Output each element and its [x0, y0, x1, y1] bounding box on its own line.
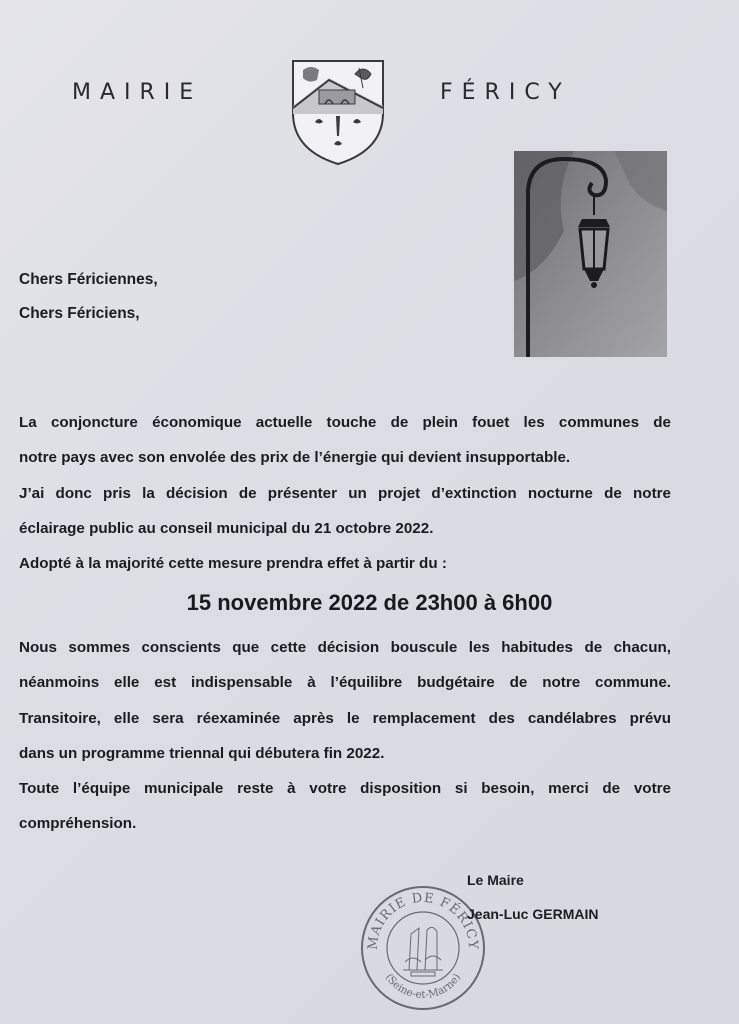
paragraph-2: [19, 476, 671, 546]
paragraph-6-line-1: Toute l’équipe municipale reste à votre disposition si besoin, merci de votre: [19, 780, 671, 797]
paragraph-4: [19, 630, 671, 700]
paragraph-6: [19, 771, 671, 841]
header-fericy: FÉRICY: [440, 80, 571, 105]
coat-of-arms-icon: [289, 58, 387, 166]
paragraph-4-line-1: Nous sommes conscients que cette décision bouscule les habitudes de chacun,: [19, 639, 671, 656]
signature-name: Jean-Luc GERMAIN: [467, 906, 599, 922]
paragraph-2-line-1: J’ai donc pris la décision de présenter un projet d’extinction nocturne de notre: [19, 485, 671, 502]
paragraph-1-line-2: notre pays avec son envolée des prix de l’énergie qui devient insupportable.: [19, 449, 571, 466]
paragraph-3-line: Adopté à la majorité cette mesure prendra effet à partir du :: [19, 555, 447, 572]
street-lamp-photo: [514, 151, 667, 357]
paragraph-3: [19, 546, 671, 581]
svg-text:MAIRIE DE FÉRICY: [366, 891, 481, 951]
greeting-line-1: Chers Fériciennes,: [19, 271, 158, 288]
greeting-line-2: Chers Fériciens,: [19, 305, 140, 322]
paragraph-5-line-2: dans un programme triennal qui débutera fin 2022.: [19, 745, 385, 762]
paragraph-1: [19, 405, 671, 475]
signature-title: Le Maire: [467, 872, 524, 888]
official-seal-stamp: [359, 884, 487, 1012]
paragraph-5-line-1: Transitoire, elle sera réexaminée après le remplacement des candélabres prévu: [19, 710, 671, 727]
date-highlight: 15 novembre 2022 de 23h00 à 6h00: [186, 590, 553, 615]
header-mairie: MAIRIE: [72, 80, 203, 105]
stamp-bottom-text: (Seine-et-Marne): [382, 971, 464, 1002]
paragraph-2-line-2: éclairage public au conseil municipal du 21 octobre 2022.: [19, 520, 434, 537]
paragraph-4-line-2: néanmoins elle est indispensable à l’équilibre budgétaire de notre commune.: [19, 674, 671, 691]
paragraph-1-line-1: La conjoncture économique actuelle touche de plein fouet les communes de: [19, 414, 671, 431]
paragraph-5: [19, 701, 671, 771]
stamp-top-text: MAIRIE DE FÉRICY: [365, 890, 481, 951]
paragraph-6-line-2: compréhension.: [19, 815, 137, 832]
